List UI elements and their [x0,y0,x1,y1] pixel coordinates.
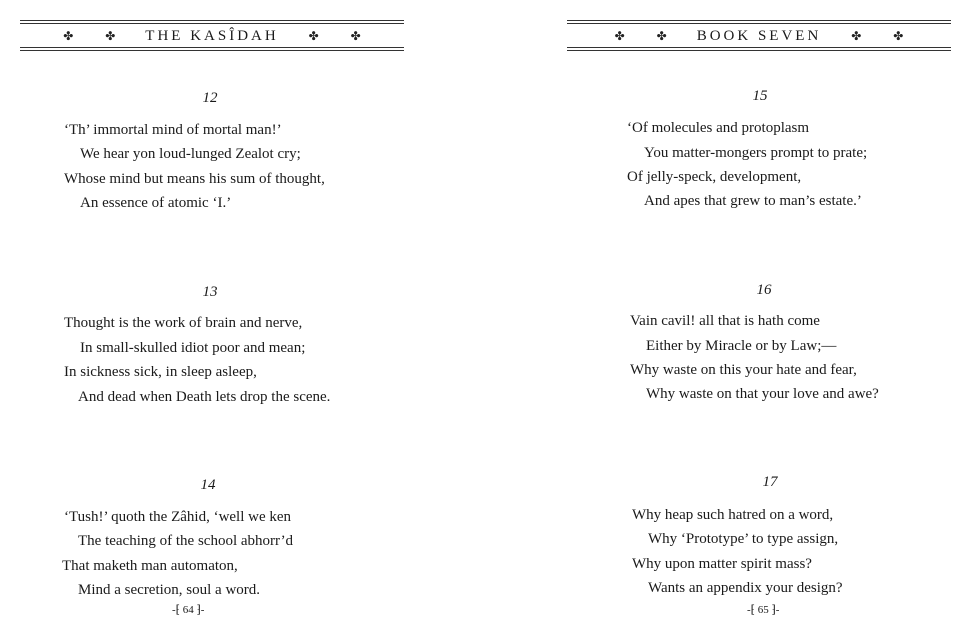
right-page [560,0,966,640]
verse-line: An essence of atomic ‘I.’ [80,195,232,211]
page-number: -⁅ 64 ⁆- [172,604,205,616]
fleuron-ornament-icon: ✤ [656,29,667,43]
stanza-number: 16 [756,282,772,298]
verse-line: Of jelly-speck, development, [627,169,802,185]
verse-line: The teaching of the school abhorr’d [78,533,294,549]
verse-line: Why heap such hatred on a word, [632,507,834,523]
verse-line: ‘Th’ immortal mind of mortal man!’ [64,122,282,138]
right-running-head [567,18,951,52]
stanza-number: 13 [202,284,218,300]
fleuron-ornament-icon: ✤ [893,29,904,43]
stanza-number: 17 [762,474,778,490]
stanza-number: 12 [202,90,218,106]
verse-line: Why waste on this your hate and fear, [630,362,857,378]
verse-line: Why upon matter spirit mass? [632,556,812,572]
verse-line: Vain cavil! all that is hath come [630,313,820,329]
left-page [0,0,420,640]
fleuron-ornament-icon: ✤ [614,29,625,43]
stanza-number: 15 [752,88,768,104]
verse-line: You matter-mongers prompt to prate; [644,145,868,161]
verse-line: That maketh man automaton, [62,558,238,574]
verse-line: In sickness sick, in sleep asleep, [64,364,257,380]
verse-line: ‘Of molecules and protoplasm [627,120,810,136]
running-title: THE KASÎDAH [145,28,279,44]
verse-line: We hear yon loud-lunged Zealot cry; [80,146,301,162]
fleuron-ornament-icon: ✤ [105,29,116,43]
fleuron-ornament-icon: ✤ [308,29,319,43]
verse-line: Mind a secretion, soul a word. [78,582,261,598]
page-number: -⁅ 65 ⁆- [747,604,780,616]
verse-line: Thought is the work of brain and nerve, [64,315,303,331]
verse-line: ‘Tush!’ quoth the Zâhid, ‘well we ken [64,509,292,525]
fleuron-ornament-icon: ✤ [350,29,361,43]
verse-line: Whose mind but means his sum of thought, [64,171,325,187]
verse-line: And apes that grew to man’s estate.’ [644,193,862,209]
verse-line: Wants an appendix your design? [648,580,843,596]
stanza-number: 14 [200,477,216,493]
verse-line: Either by Miracle or by Law;— [646,338,837,354]
verse-line: And dead when Death lets drop the scene. [78,389,331,405]
fleuron-ornament-icon: ✤ [851,29,862,43]
verse-line: Why waste on that your love and awe? [646,386,879,402]
running-title: BOOK SEVEN [696,28,822,44]
fleuron-ornament-icon: ✤ [63,29,74,43]
left-running-head [20,18,404,52]
verse-line: Why ‘Prototype’ to type assign, [648,531,839,547]
verse-line: In small-skulled idiot poor and mean; [80,340,306,356]
